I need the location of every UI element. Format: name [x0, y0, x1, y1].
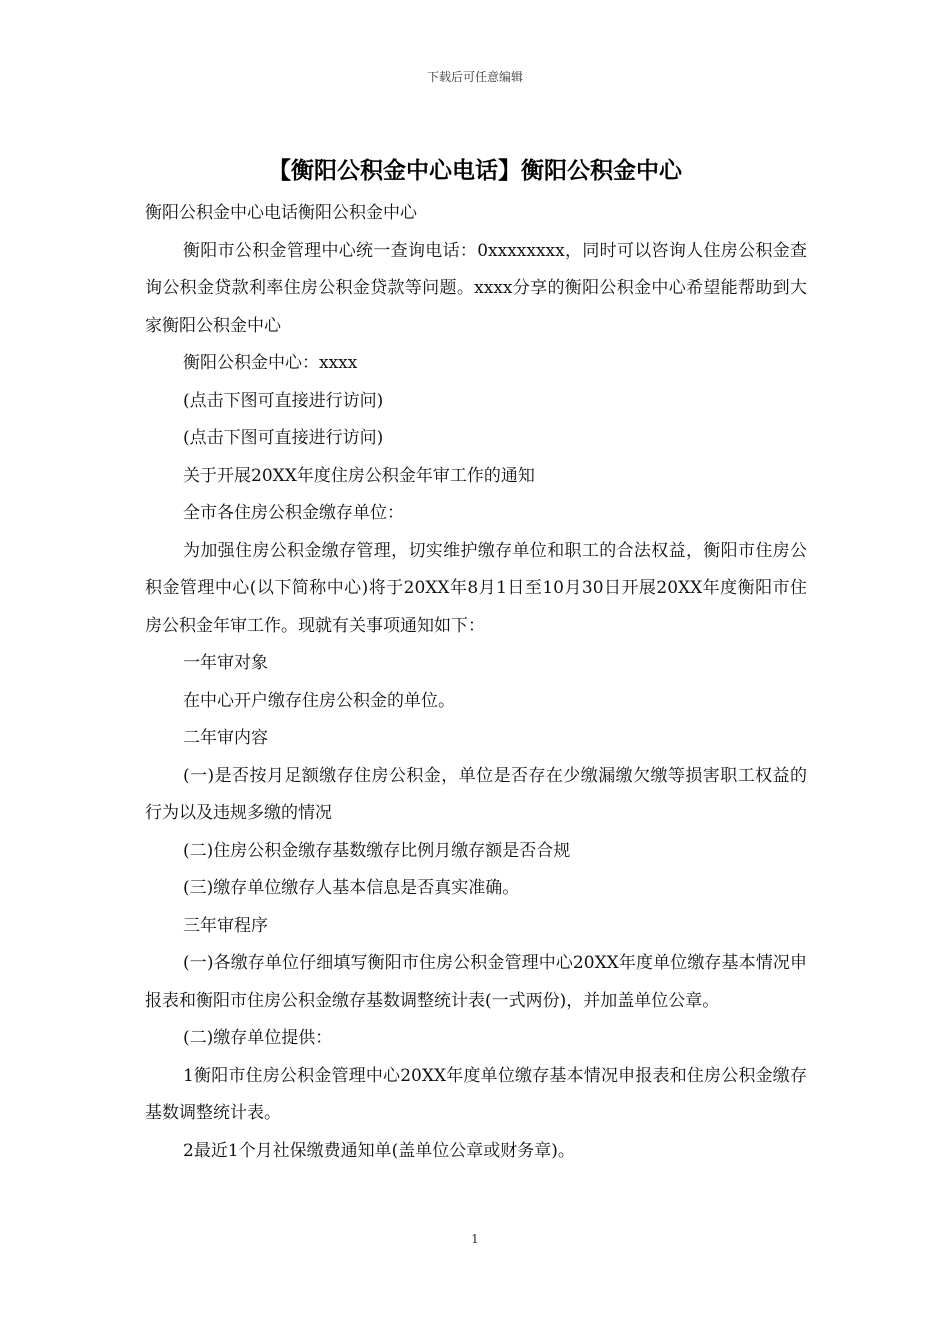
document-title: 【衡阳公积金中心电话】衡阳公积金中心 — [268, 157, 682, 184]
paragraph: (一)是否按月足额缴存住房公积金，单位是否存在少缴漏缴欠缴等损害职工权益的行为以及违规多缴的情况 — [145, 765, 807, 823]
paragraph: (点击下图可直接进行访问) — [183, 428, 384, 448]
section-heading: 三年审程序 — [183, 915, 268, 936]
section-heading: 一年审对象 — [183, 653, 268, 673]
paragraph: 衡阳公积金中心电话衡阳公积金中心 — [145, 203, 417, 223]
paragraph: 为加强住房公积金缴存管理，切实维护缴存单位和职工的合法权益，衡阳市住房公积金管理中心(以下简称中心)将于20XX年8月1日至10月30日开展20XX年度衡阳市住房公积金年审工作。现就有关事项通知如下： — [145, 540, 807, 636]
document-body — [145, 195, 807, 1170]
paragraph: 2最近1个月社保缴费通知单(盖单位公章或财务章)。 — [183, 1140, 575, 1161]
paragraph: 全市各住房公积金缴存单位： — [183, 503, 404, 523]
paragraph: (二)缴存单位提供： — [183, 1028, 333, 1048]
paragraph: (三)缴存单位缴存人基本信息是否真实准确。 — [183, 878, 520, 898]
paragraph: 关于开展20XX年度住房公积金年审工作的通知 — [183, 465, 535, 486]
header-note: 下载后可任意编辑 — [426, 70, 523, 84]
page-number: 1 — [471, 1232, 479, 1246]
paragraph: (一)各缴存单位仔细填写衡阳市住房公积金管理中心20XX年度单位缴存基本情况申报表和衡阳市住房公积金缴存基数调整统计表(一式两份)，并加盖单位公章。 — [145, 953, 807, 1011]
paragraph: 1衡阳市住房公积金管理中心20XX年度单位缴存基本情况申报表和住房公积金缴存基数调整统计表。 — [145, 1065, 807, 1123]
paragraph: 衡阳公积金中心：xxxx — [183, 353, 358, 373]
paragraph: (点击下图可直接进行访问) — [183, 390, 384, 411]
section-heading: 二年审内容 — [183, 728, 268, 748]
paragraph: 衡阳市公积金管理中心统一查询电话：0xxxxxxxx，同时可以咨询人住房公积金查询公积金贷款利率住房公积金贷款等问题。xxxx分享的衡阳公积金中心希望能帮助到大家衡阳公积金中心 — [145, 240, 807, 336]
paragraph: 在中心开户缴存住房公积金的单位。 — [183, 690, 455, 711]
paragraph: (二)住房公积金缴存基数缴存比例月缴存额是否合规 — [183, 840, 571, 861]
